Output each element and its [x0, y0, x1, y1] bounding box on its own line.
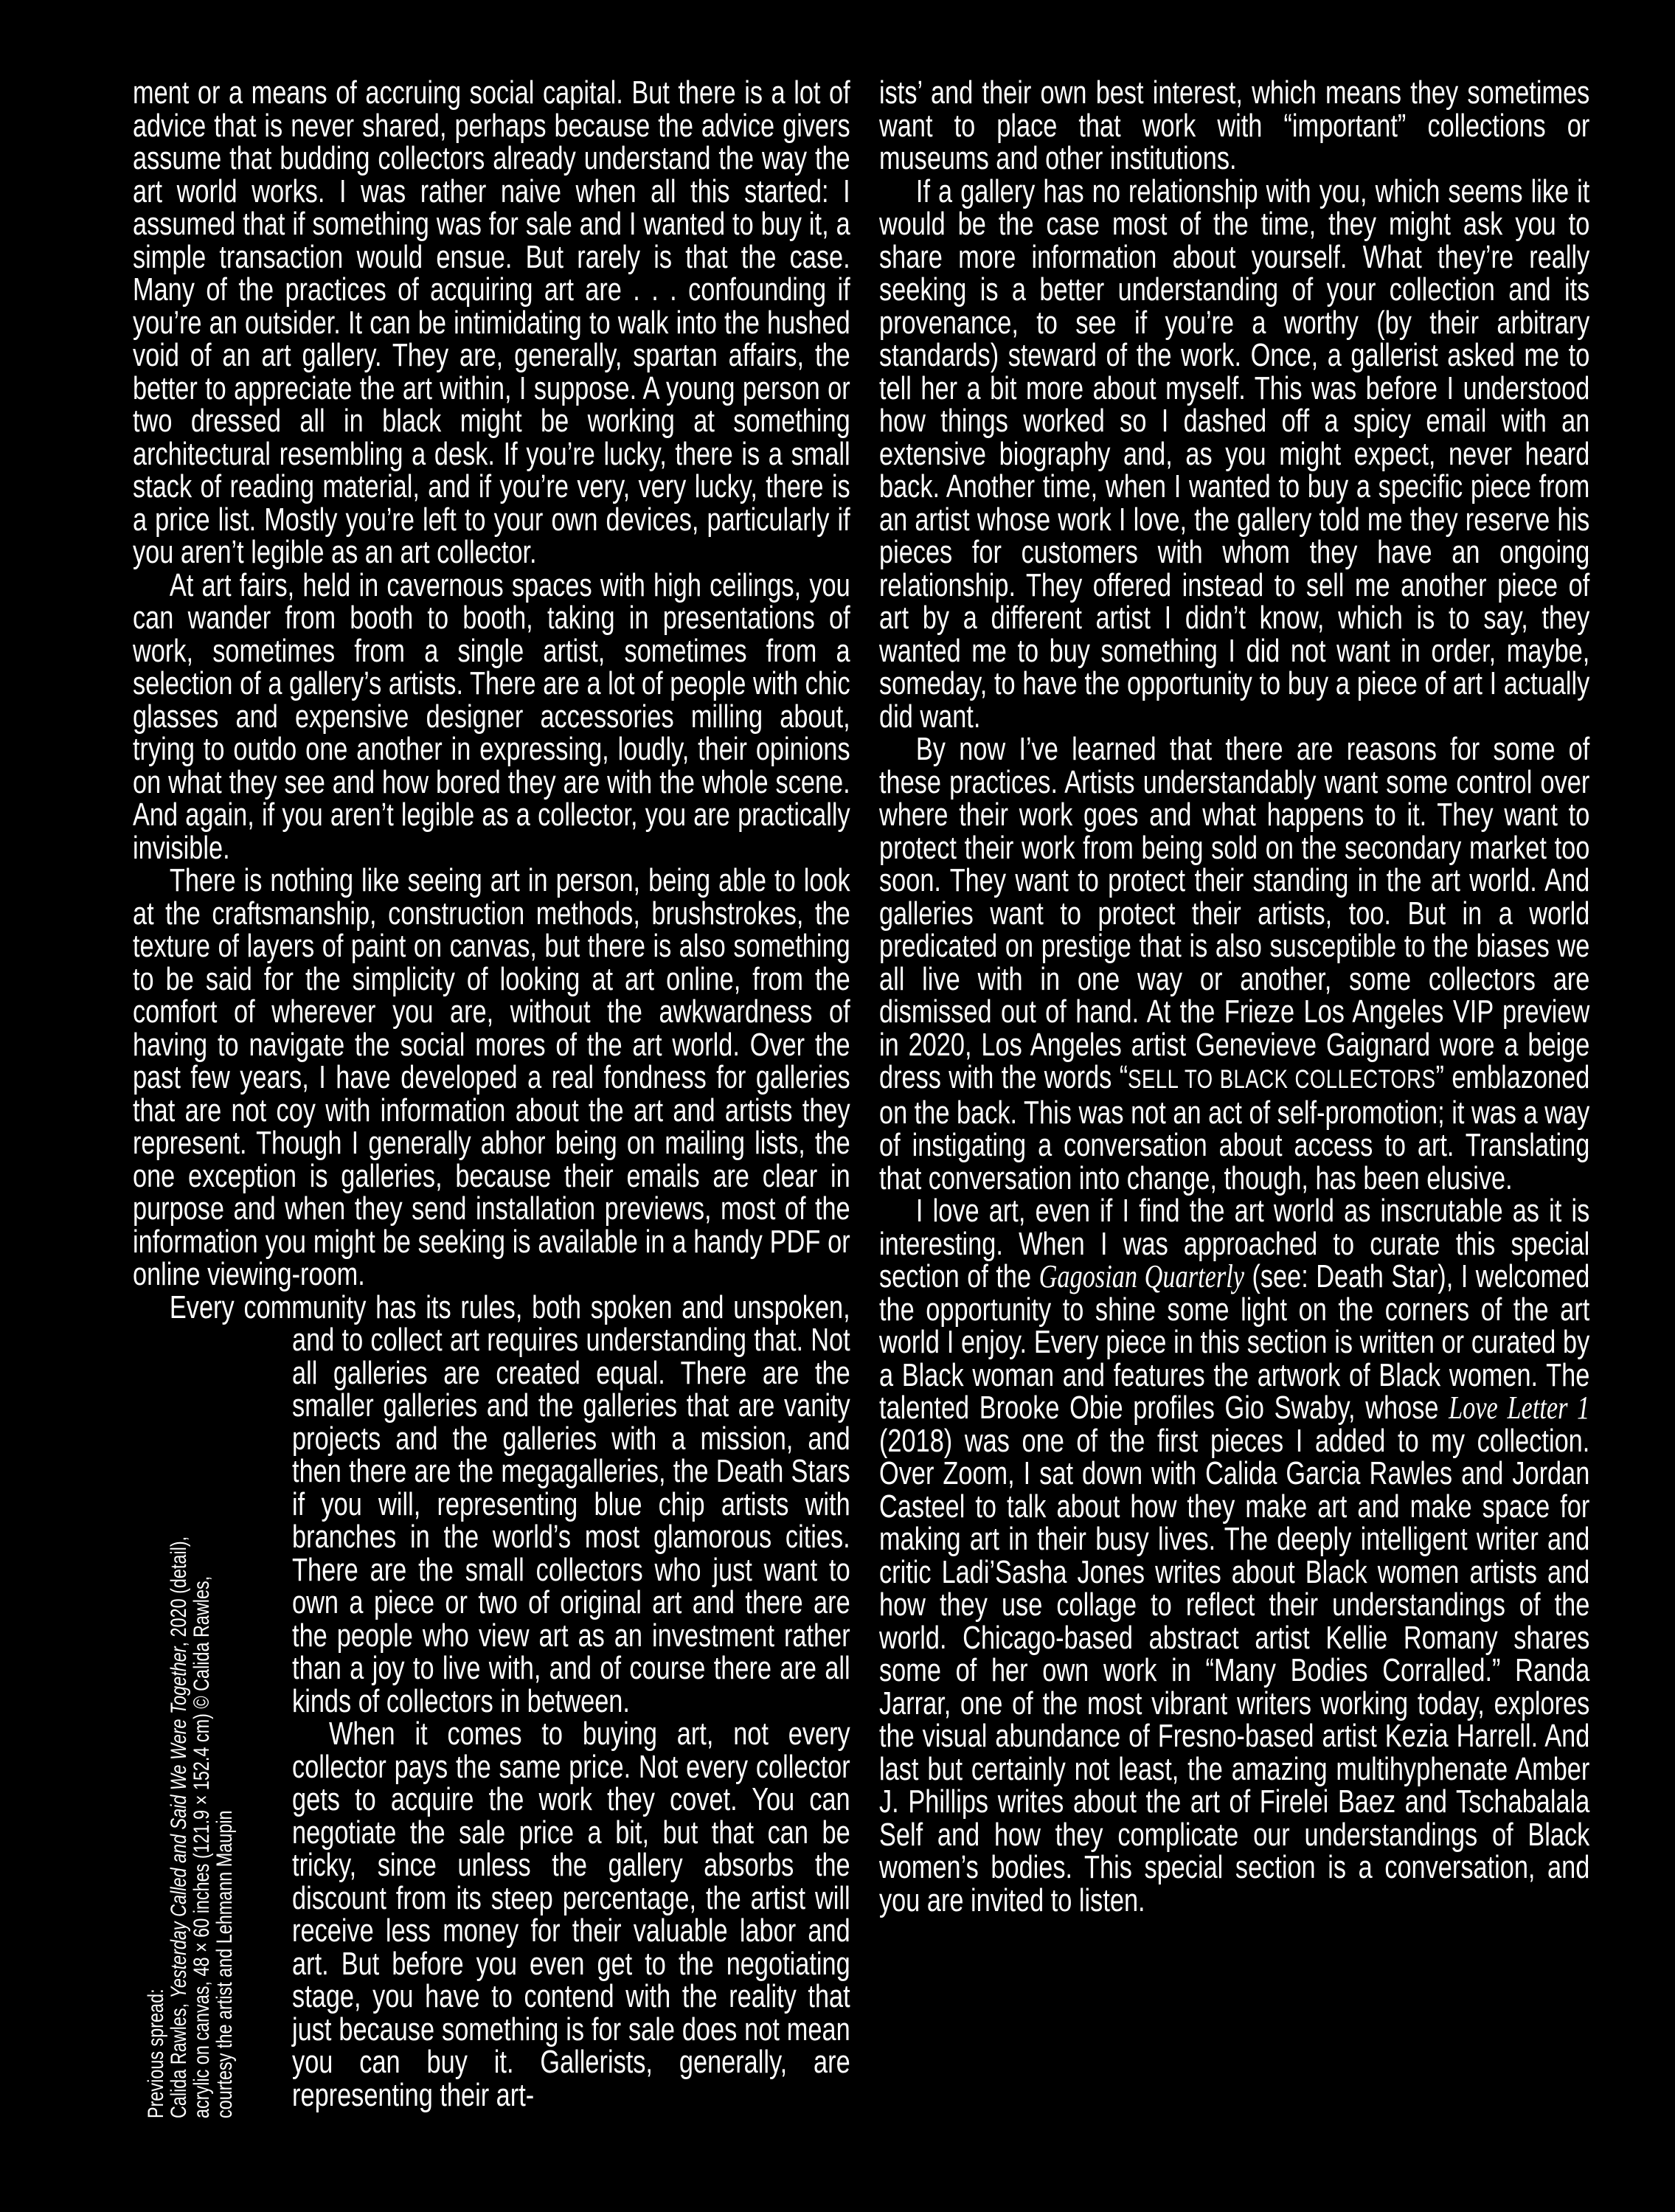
caption-line: Calida Rawles, Yesterday Called and Said We Were Together, 2020 (detail),	[167, 1536, 191, 2118]
italic-title: Love Letter 1	[1449, 1390, 1590, 1426]
body-paragraph: When it comes to buying art, not every collector pays the same price. Not every collector gets to acquire the work they covet. You can negotiate the sale price a bit, but that can be tricky, since unless the gallery absorbs the discount from its steep percentage, the artist will receive less money for their valuable labor and art. But before you even get to the negotiating stage, you have to contend with the reality that just because something is for sale does not mean you can buy it. Gallerists, generally, are representing their art-	[292, 1716, 850, 2113]
body-paragraph: I love art, even if I find the art world as inscrutable as it is interesting. When I was approached to curate this special section of the Gagosian Quarterly (see: Death Star), I welcomed the opportunity to shine some light on the corners of the art world I enjoy. Every piece in this section is written or curated by a Black woman and features the artwork of Black women. The talented Brooke Obie profiles Gio Swaby, whose Love Letter 1 (2018) was one of the first pieces I added to my collection. Over Zoom, I sat down with Calida Garcia Rawles and Jordan Casteel to talk about how they make art and make space for making art in their busy lives. The deeply intelligent writer and critic Ladi’Sasha Jones writes about Black women artists and how they use collage to reflect their understandings of the world. Chicago-based abstract artist Kellie Romany shares some of her own work in “Many Bodies Corralled.” Randa Jarrar, one of the most vibrant writers working today, explores the visual abundance of Fresno-based artist Kezia Harrell. And last but certainly not least, the amazing multihyphenate Amber J. Phillips writes about the art of Firelei Baez and Tschabalala Self and how they complicate our understandings of Black women’s bodies. This special section is a conversation, and you are invited to listen.	[879, 1193, 1590, 1918]
italic-title: Gagosian Quarterly	[1038, 1258, 1244, 1294]
body-paragraph: ists’ and their own best interest, which means they sometimes want to place that work with “important” collections or museums and other institutions.	[879, 74, 1590, 176]
left-column-inset	[292, 1324, 850, 2112]
small-caps-phrase: SELL TO BLACK COLLECTORS	[1128, 1065, 1436, 1094]
caption-line: Previous spread:	[144, 1989, 168, 2118]
italic-title: Yesterday Called and Said We Were Together	[167, 1646, 191, 1999]
body-paragraph: By now I’ve learned that there are reasons for some of these practices. Artists understandably want some control over where their work goes and what happens to it. They want to protect their work from being sold on the secondary market too soon. They want to protect their standing in the art world. And galleries want to protect their artists, too. But in a world predicated on prestige that is also susceptible to the biases we all live with in one way or another, some collectors are dismissed out of hand. At the Frieze Los Angeles VIP preview in 2020, Los Angeles artist Genevieve Gaignard wore a beige dress with the words “SELL TO BLACK COLLECTORS” emblazoned on the back. This was not an act of self-promotion; it was a way of instigating a conversation about access to art. Translating that conversation into change, though, has been elusive.	[879, 731, 1590, 1196]
body-paragraph: If a gallery has no relationship with you, which seems like it would be the case most of the time, they might ask you to share more information about yourself. What they’re really seeking is a better understanding of your collection and its provenance, to see if you’re a worthy (by their arbitrary standards) steward of the work. Once, a gallerist asked me to tell her a bit more about myself. This was before I understood how things worked so I dashed off a spicy email with an extensive biography and, as you might expect, never heard back. Another time, when I wanted to buy a specific piece from an artist whose work I love, the gallery told me they reserve his pieces for customers with whom they have an ongoing relationship. They offered instead to sell me another piece of art by a different artist I didn’t know, which is to say, they wanted me to buy something I did not want in order, maybe, someday, to have the opportunity to buy a piece of art I actually did want.	[879, 173, 1590, 735]
body-paragraph: At art fairs, held in cavernous spaces with high ceilings, you can wander from booth to booth, taking in presentations of work, sometimes from a single artist, sometimes from a selection of a gallery’s artists. There are a lot of people with chic glasses and expensive designer accessories milling about, trying to outdo one another in expressing, loudly, their opinions on what they see and how bored they are with the whole scene. And again, if you aren’t legible as a collector, you are practically invisible.	[133, 566, 850, 866]
right-column	[879, 74, 1590, 1918]
body-paragraph: and to collect art requires understanding that. Not all galleries are created equal. There are the smaller galleries and the galleries that are vanity projects and the galleries with a mission, and then there are the megagalleries, the Death Stars if you will, representing blue chip artists with branches in the world’s most glamorous cities. There are the small collectors who just want to own a piece or two of original art and there are the people who view art as an investment rather than a joy to live with, and of course there are all kinds of collectors in between.	[292, 1322, 850, 1719]
body-paragraph: ment or a means of accruing social capital. But there is a lot of advice that is never shared, perhaps because the advice givers assume that budding collectors already understand the way the art world works. I was rather naive when all this started: I assumed that if something was for sale and I wanted to buy it, a simple transaction would ensue. But rarely is that the case. Many of the practices of acquiring art are . . . confounding if you’re an outsider. It can be intimidating to walk into the hushed void of an art gallery. They are, generally, spartan affairs, the better to appreciate the art within, I suppose. A young person or two dressed all in black might be working at something architectural resembling a desk. If you’re lucky, there is a small stack of reading material, and if you’re very, very lucky, there is a price list. Mostly you’re left to your own devices, particularly if you aren’t legible as an art collector.	[133, 74, 850, 570]
artwork-caption	[145, 1405, 236, 2118]
caption-line: courtesy the artist and Lehmann Maupin	[212, 1810, 237, 2118]
left-column	[133, 74, 850, 2113]
body-paragraph: Every community has its rules, both spoken and unspoken,	[169, 1289, 850, 1325]
body-paragraph: There is nothing like seeing art in person, being able to look at the craftsmanship, construction methods, brushstrokes, the texture of layers of paint on canvas, but there is also something to be said for the simplicity of looking at art online, from the comfort of wherever you are, without the awkwardness of having to navigate the social mores of the art world. Over the past few years, I have developed a real fondness for galleries that are not coy with information about the art and artists they represent. Though I generally abhor being on mailing lists, the one exception is galleries, because their emails are clear in purpose and when they send installation previews, most of the information you might be seeking is available in a handy PDF or online viewing-room.	[133, 862, 850, 1292]
left-column-main	[133, 74, 850, 1325]
caption-line: acrylic on canvas, 48 × 60 inches (121.9 × 152.4 cm) © Calida Rawles,	[190, 1575, 214, 2118]
